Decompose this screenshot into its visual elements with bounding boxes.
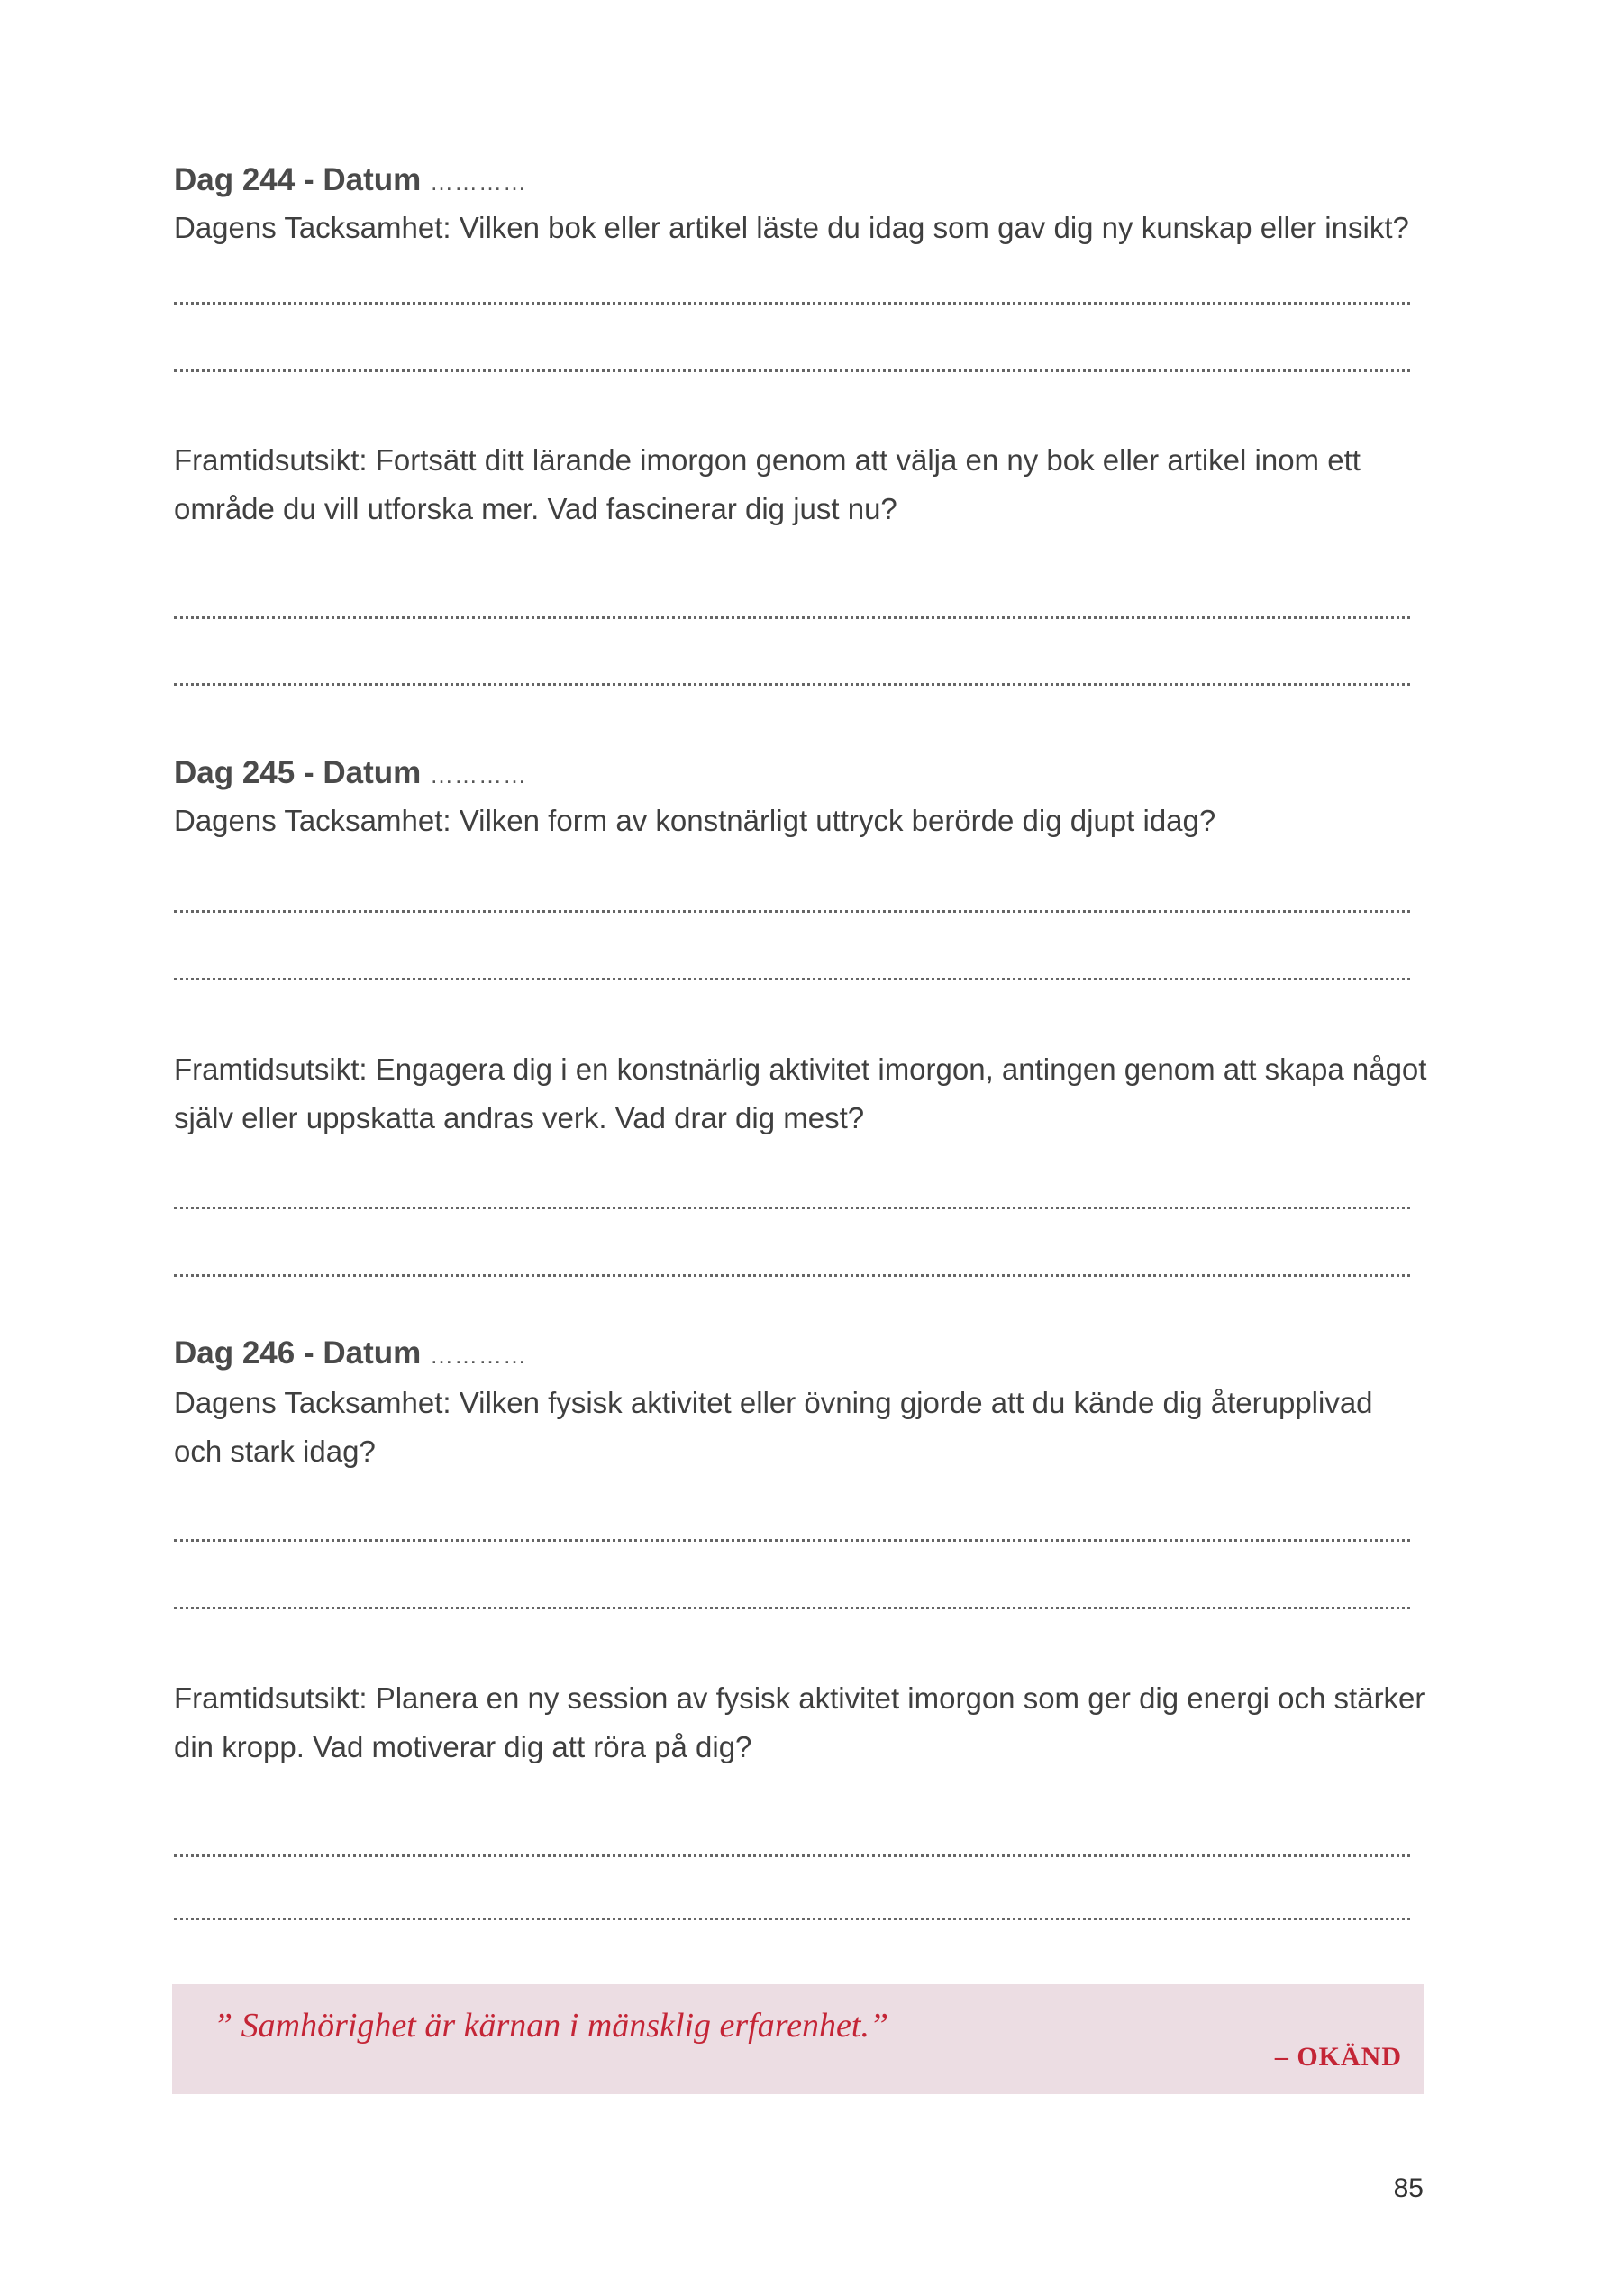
answer-line[interactable] bbox=[174, 910, 1410, 913]
gratitude-question-line-1: Dagens Tacksamhet: Vilken fysisk aktivitet eller övning gjorde att du kände dig återupplivad bbox=[174, 1386, 1373, 1419]
date-placeholder: ………… bbox=[429, 1342, 527, 1369]
outlook-question-line-2: område du vill utforska mer. Vad fascinerar dig just nu? bbox=[174, 492, 897, 525]
entry-heading bbox=[174, 753, 527, 795]
answer-line[interactable] bbox=[174, 302, 1410, 305]
outlook-question-line-2: din kropp. Vad motiverar dig att röra på dig? bbox=[174, 1730, 752, 1763]
entry-title: Dag 245 - Datum bbox=[174, 755, 422, 790]
page-number: 85 bbox=[1393, 2173, 1424, 2203]
answer-line[interactable] bbox=[174, 1539, 1410, 1542]
entry-heading bbox=[174, 160, 527, 202]
answer-line[interactable] bbox=[174, 683, 1410, 686]
answer-line[interactable] bbox=[174, 1607, 1410, 1609]
entry-heading bbox=[174, 1334, 527, 1375]
outlook-question-line-1: Framtidsutsikt: Engagera dig i en konstnärlig aktivitet imorgon, antingen genom att skapa något bbox=[174, 1052, 1427, 1086]
answer-line[interactable] bbox=[174, 1854, 1410, 1857]
entry-title: Dag 246 - Datum bbox=[174, 1335, 422, 1371]
outlook-question-line-1: Framtidsutsikt: Fortsätt ditt lärande imorgon genom att välja en ny bok eller artikel inom ett bbox=[174, 443, 1361, 477]
entry-title: Dag 244 - Datum bbox=[174, 162, 422, 197]
answer-line[interactable] bbox=[174, 1207, 1410, 1209]
answer-line[interactable] bbox=[174, 616, 1410, 619]
gratitude-question: Dagens Tacksamhet: Vilken form av konstnärligt uttryck berörde dig djupt idag? bbox=[174, 804, 1216, 837]
quote-text: ” Samhörighet är kärnan i mänsklig erfarenhet.” bbox=[214, 2007, 889, 2045]
answer-line[interactable] bbox=[174, 978, 1410, 980]
outlook-question-line-2: själv eller uppskatta andras verk. Vad drar dig mest? bbox=[174, 1101, 865, 1134]
quote-box bbox=[172, 1984, 1424, 2094]
answer-line[interactable] bbox=[174, 1918, 1410, 1920]
date-placeholder: ………… bbox=[429, 761, 527, 788]
gratitude-question-line-2: och stark idag? bbox=[174, 1435, 376, 1468]
answer-line[interactable] bbox=[174, 369, 1410, 372]
gratitude-question: Dagens Tacksamhet: Vilken bok eller artikel läste du idag som gav dig ny kunskap eller insikt? bbox=[174, 211, 1409, 244]
outlook-question-line-1: Framtidsutsikt: Planera en ny session av fysisk aktivitet imorgon som ger dig energi och stärker bbox=[174, 1681, 1425, 1715]
quote-author: – OKÄND bbox=[1274, 2042, 1402, 2072]
date-placeholder: ………… bbox=[429, 169, 527, 196]
answer-line[interactable] bbox=[174, 1274, 1410, 1277]
